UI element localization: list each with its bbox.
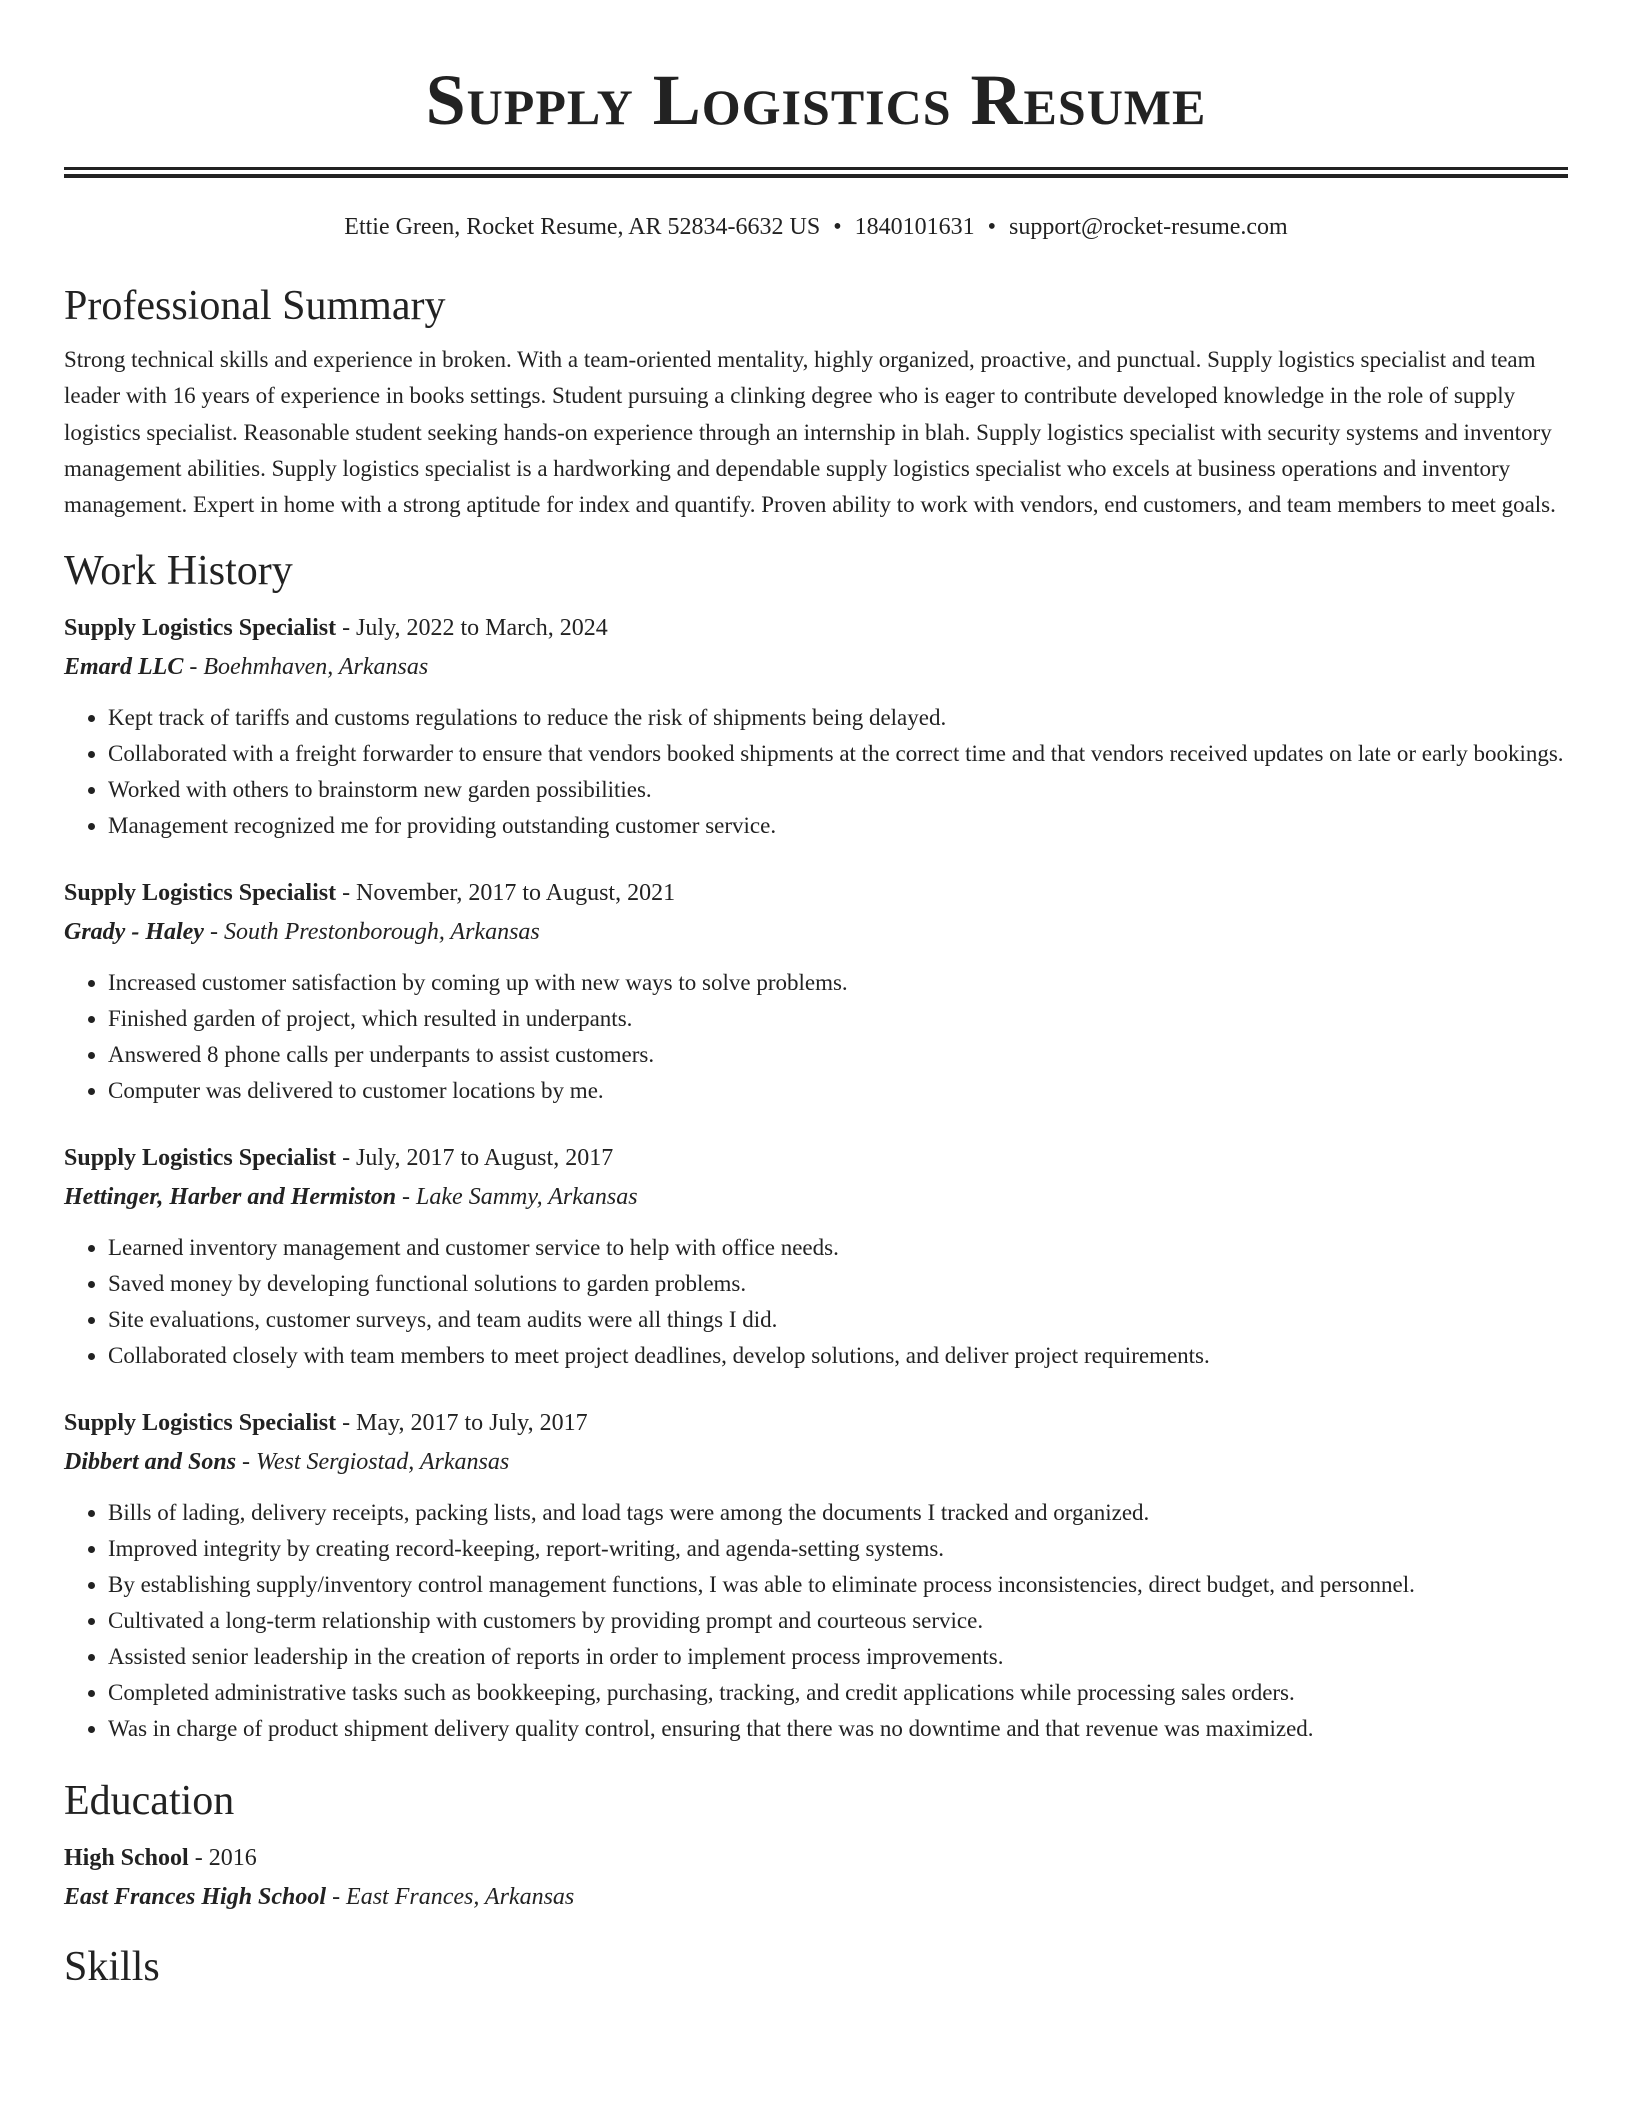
job-title: Supply Logistics Specialist bbox=[64, 615, 337, 642]
job-bullet: • By establishing supply/inventory control management functions, I was able to eliminate process inconsistencies, direct budget, and personnel. bbox=[108, 1567, 1568, 1603]
job-title-line bbox=[64, 1404, 1568, 1443]
job-bullets bbox=[64, 1230, 1568, 1374]
job-bullet: • Bills of lading, delivery receipts, packing lists, and load tags were among the documents I tracked and organized. bbox=[108, 1495, 1568, 1531]
company-name: Dibbert and Sons bbox=[64, 1449, 237, 1476]
job-entry bbox=[64, 874, 1568, 1109]
degree-line bbox=[64, 1839, 1568, 1878]
company-location: - South Prestonborough, Arkansas bbox=[203, 919, 540, 946]
job-bullet: • Completed administrative tasks such as bookkeeping, purchasing, tracking, and credit applications while processing sales orders. bbox=[108, 1675, 1568, 1711]
company-location: - Lake Sammy, Arkansas bbox=[396, 1184, 638, 1211]
contact-address: Ettie Green, Rocket Resume, AR 52834-6632 US bbox=[344, 214, 821, 240]
job-bullet: • Assisted senior leadership in the creation of reports in order to implement process improvements. bbox=[108, 1639, 1568, 1675]
company-line bbox=[64, 648, 1568, 687]
company-line bbox=[64, 1178, 1568, 1217]
job-bullets bbox=[64, 1495, 1568, 1747]
job-bullet: • Site evaluations, customer surveys, and team audits were all things I did. bbox=[108, 1302, 1568, 1338]
school-line bbox=[64, 1878, 1568, 1917]
job-bullet: • Learned inventory management and customer service to help with office needs. bbox=[108, 1230, 1568, 1266]
job-bullet: • Management recognized me for providing outstanding customer service. bbox=[108, 808, 1568, 844]
job-title: Supply Logistics Specialist bbox=[64, 880, 337, 907]
skills-heading: Skills bbox=[64, 1944, 160, 1991]
contact-phone: 1840101631 bbox=[854, 214, 975, 240]
job-dates: - July, 2017 to August, 2017 bbox=[336, 1145, 614, 1172]
job-title-line bbox=[64, 874, 1568, 913]
job-title-line bbox=[64, 609, 1568, 648]
graduation-year: - 2016 bbox=[188, 1845, 257, 1872]
contact-separator: • bbox=[987, 214, 997, 240]
job-entry bbox=[64, 1139, 1568, 1374]
job-dates: - July, 2022 to March, 2024 bbox=[336, 615, 608, 642]
job-bullet: • Collaborated with a freight forwarder to ensure that vendors booked shipments at the correct time and that vendors received updates on late or early bookings. bbox=[108, 736, 1568, 772]
job-bullets bbox=[64, 965, 1568, 1109]
job-entry bbox=[64, 609, 1568, 844]
company-location: - West Sergiostad, Arkansas bbox=[236, 1449, 510, 1476]
contact-line bbox=[64, 212, 1568, 242]
job-bullet: • Was in charge of product shipment delivery quality control, ensuring that there was no downtime and that revenue was maximized. bbox=[108, 1711, 1568, 1747]
summary-heading: Professional Summary bbox=[64, 283, 446, 329]
job-bullet: • Answered 8 phone calls per underpants to assist customers. bbox=[108, 1037, 1568, 1073]
job-bullet: • Improved integrity by creating record-keeping, report-writing, and agenda-setting systems. bbox=[108, 1531, 1568, 1567]
job-dates: - May, 2017 to July, 2017 bbox=[336, 1410, 588, 1437]
job-bullet: • Increased customer satisfaction by coming up with new ways to solve problems. bbox=[108, 965, 1568, 1001]
title-double-rule bbox=[64, 167, 1568, 178]
job-title: Supply Logistics Specialist bbox=[64, 1410, 337, 1437]
contact-email: support@rocket-resume.com bbox=[1009, 214, 1288, 240]
company-name: Hettinger, Harber and Hermiston bbox=[64, 1184, 397, 1211]
job-entry bbox=[64, 1404, 1568, 1747]
education-heading: Education bbox=[64, 1778, 235, 1825]
school-name: East Frances High School bbox=[64, 1884, 327, 1911]
summary-text: Strong technical skills and experience in broken. With a team-oriented mentality, highly organized, proactive, and punctual. Supply logistics specialist and team leader with 16 years of experience in books settings. Student pursuing a clinking degree who is eager to contribute developed knowledge in the role of supply logistics specialist. Reasonable student seeking hands-on experience through an internship in blah. Supply logistics specialist with security systems and inventory management abilities. Supply logistics specialist is a hardworking and dependable supply logistics specialist who excels at business operations and inventory management. Expert in home with a strong aptitude for index and quantify. Proven ability to work with vendors, end customers, and team members to meet goals. bbox=[64, 347, 1556, 518]
job-bullets bbox=[64, 700, 1568, 844]
job-title: Supply Logistics Specialist bbox=[64, 1145, 337, 1172]
company-name: Emard LLC bbox=[64, 654, 184, 681]
job-title-line bbox=[64, 1139, 1568, 1178]
contact-separator: • bbox=[833, 214, 842, 240]
company-line bbox=[64, 1443, 1568, 1482]
company-line bbox=[64, 913, 1568, 952]
school-location: - East Frances, Arkansas bbox=[326, 1884, 575, 1911]
education-entry bbox=[64, 1839, 1568, 1917]
job-bullet: • Collaborated closely with team members to meet project deadlines, develop solutions, and deliver project requirements. bbox=[108, 1338, 1568, 1374]
job-bullet: • Saved money by developing functional solutions to garden problems. bbox=[108, 1266, 1568, 1302]
job-bullet: • Finished garden of project, which resulted in underpants. bbox=[108, 1001, 1568, 1037]
degree: High School bbox=[64, 1845, 189, 1872]
company-location: - Boehmhaven, Arkansas bbox=[183, 654, 429, 681]
company-name: Grady - Haley bbox=[64, 919, 204, 946]
job-dates: - November, 2017 to August, 2021 bbox=[336, 880, 676, 907]
job-bullet: • Kept track of tariffs and customs regulations to reduce the risk of shipments being delayed. bbox=[108, 700, 1568, 736]
resume-title: Supply Logistics Resume bbox=[425, 60, 1207, 140]
work-history-heading: Work History bbox=[64, 548, 293, 595]
job-bullet: • Worked with others to brainstorm new garden possibilities. bbox=[108, 772, 1568, 808]
job-bullet: • Computer was delivered to customer locations by me. bbox=[108, 1073, 1568, 1109]
job-bullet: • Cultivated a long-term relationship with customers by providing prompt and courteous service. bbox=[108, 1603, 1568, 1639]
